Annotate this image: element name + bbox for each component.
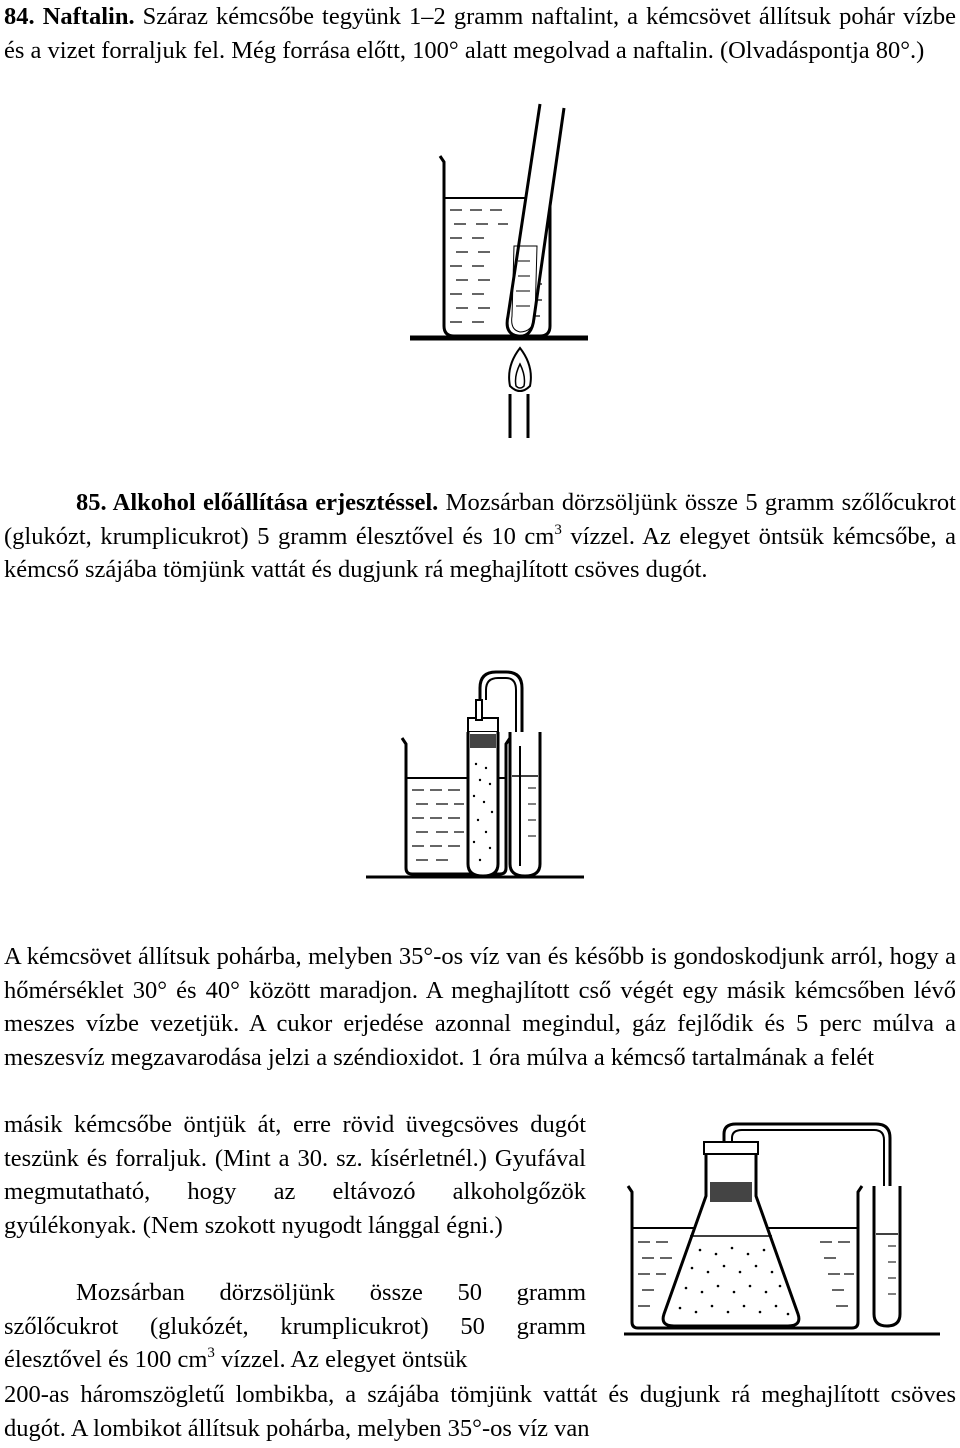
paragraph-side xyxy=(4,1108,586,1242)
paragraph-85-sup: 3 xyxy=(554,521,562,538)
paragraph-mix-text: Mozsárban dörzsöljünk össze 50 gramm szőlőcukrot (glukózét, krumplicukrot) 50 gramm élesztővel és 100 cm xyxy=(4,1279,586,1373)
paragraph-85 xyxy=(4,486,956,587)
receiving-tube xyxy=(874,1186,900,1326)
paragraph-84-title: 84. Naftalin. xyxy=(4,3,135,30)
paragraph-beaker xyxy=(4,940,956,1074)
figure-flask-apparatus xyxy=(620,1116,960,1348)
paragraph-mix-sup: 3 xyxy=(207,1345,215,1361)
paragraph-85-text-cont: vízzel. Az elegyet öntsük kémcsőbe, a kémcső szájába tömjünk vattát és dugjunk rá meghajlított csöves dugót. xyxy=(4,522,956,583)
cotton-plug xyxy=(470,734,496,748)
limewater-tube xyxy=(510,732,540,876)
paragraph-85-text: Mozsárban dörzsöljünk össze 5 gramm szőlőcukrot (glukózt, krumplicukrot) 5 gramm élesztővel és 10 cm xyxy=(4,489,956,550)
fermentation-tube xyxy=(468,700,498,876)
paragraph-mix-text-cont: vízzel. Az elegyet öntsük xyxy=(221,1346,468,1373)
figure-test-tube-heating xyxy=(380,96,620,446)
paragraph-side-text: másik kémcsőbe öntjük át, erre rövid üvegcsöves dugót teszünk és forraljuk. (Mint a 30. sz. kísérletnél.) Gyufával megmutatható, hogy az eltávozó alkoholgőzök gyúlékonyak. (Nem szokott nyugodt lánggal égni.) xyxy=(4,1111,586,1239)
paragraph-mix xyxy=(4,1276,586,1377)
figure-fermentation-apparatus xyxy=(356,656,616,892)
cotton-plug xyxy=(710,1182,752,1202)
paragraph-beaker-text: A kémcsövet állítsuk pohárba, melyben 35°-os víz van és később is gondoskodjunk arról, hogy a hőmérséklet 30° és 40° között maradjon. A meghajlított cső végét egy másik kémcsőben lévő meszes vízbe vezetjük. A cukor erjedése azonnal megindul, gáz fejlődik és 5 perc múlva a meszesvíz megzavarodása jelzi a széndioxidot. 1 óra múlva a kémcső tartalmának a felét xyxy=(4,943,956,1071)
paragraph-85-title: 85. Alkohol előállítása erjesztéssel. xyxy=(76,489,439,516)
erlenmeyer-flask xyxy=(663,1142,799,1326)
paragraph-last xyxy=(4,1378,956,1445)
paragraph-last-text: 200-as háromszögletű lombikba, a szájába tömjünk vattát és dugjunk rá meghajlított csöves dugót. A lombikot állítsuk pohárba, melyben 35°-os víz van xyxy=(4,1381,956,1442)
paragraph-84-text: Száraz kémcsőbe tegyünk 1–2 gramm naftalint, a kémcsövet állítsuk pohár vízbe és a vizet forraljuk fel. Még forrása előtt, 100° alatt megolvad a naftalin. (Olvadáspontja 80°.) xyxy=(4,3,957,64)
paragraph-84 xyxy=(4,0,956,67)
